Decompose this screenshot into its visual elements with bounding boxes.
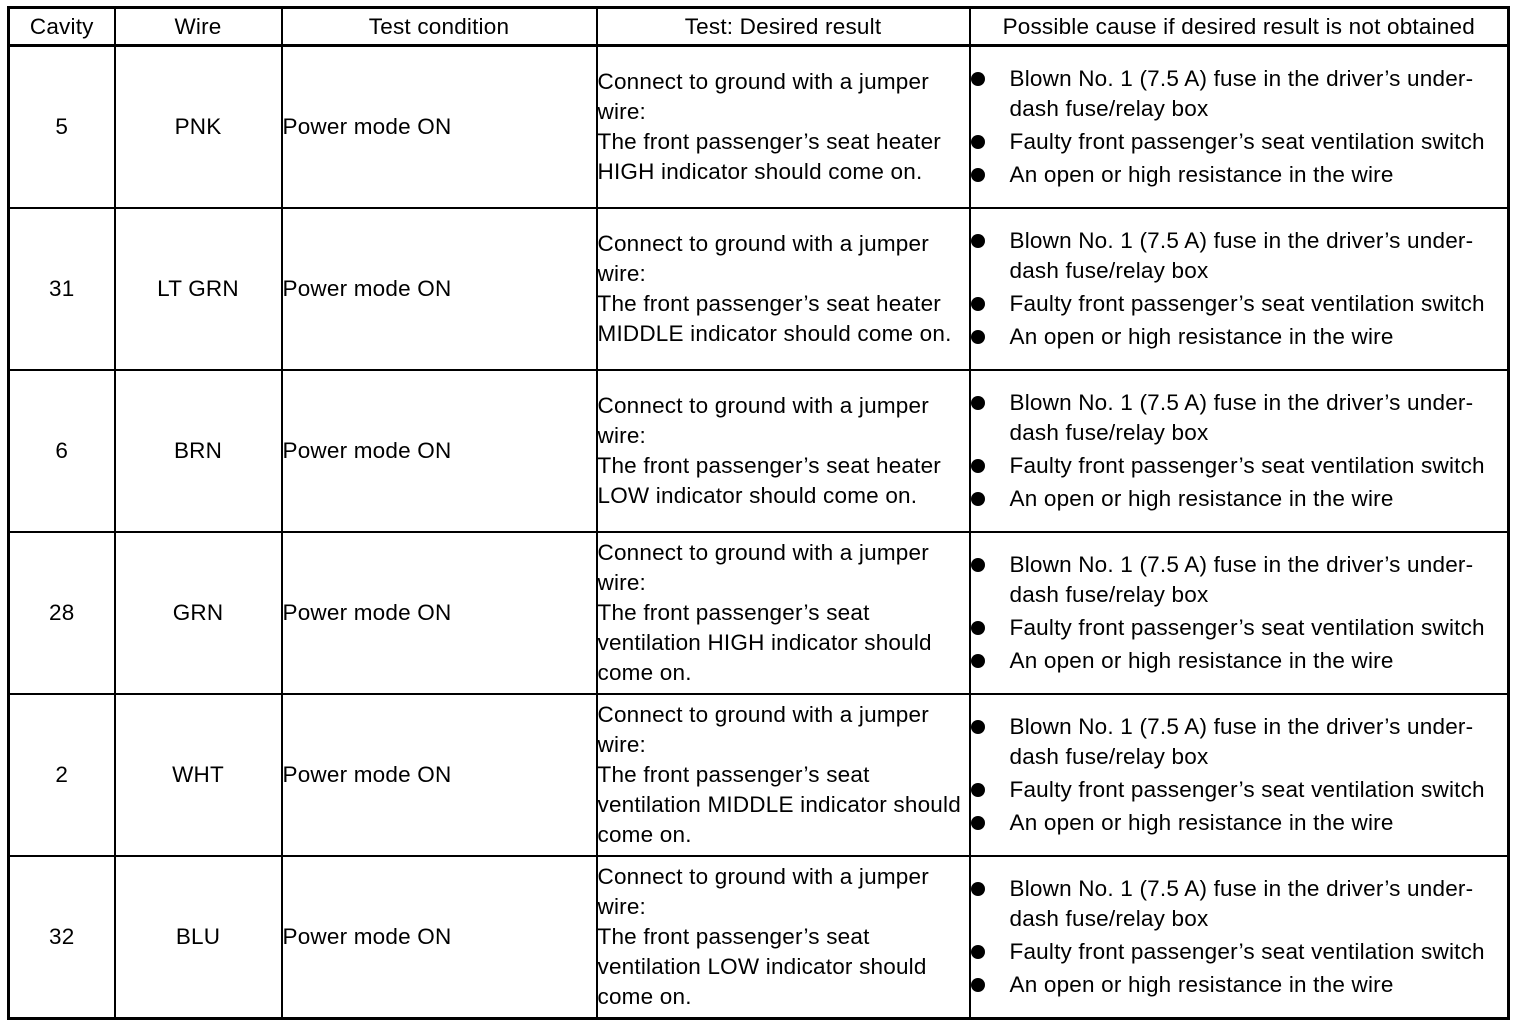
- test-condition-cell: Power mode ON: [282, 208, 597, 370]
- cause-item: [971, 322, 1508, 352]
- possible-cause-cell: [970, 370, 1509, 532]
- cavity-cell: 32: [9, 856, 115, 1019]
- cause-item: [971, 451, 1508, 481]
- wire-cell: LT GRN: [115, 208, 282, 370]
- result-expectation: The front passenger’s seat ventilation MIDDLE indicator should come on.: [597, 762, 961, 847]
- table-body: [9, 46, 1509, 1019]
- cause-text: An open or high resistance in the wire: [1009, 972, 1394, 997]
- test-condition-cell: Power mode ON: [282, 532, 597, 694]
- bullet-icon: [971, 297, 985, 311]
- bullet-icon: [971, 168, 985, 182]
- bullet-icon: [971, 978, 985, 992]
- possible-cause-cell: [970, 208, 1509, 370]
- cause-text: An open or high resistance in the wire: [1009, 810, 1394, 835]
- cause-item: [971, 646, 1508, 676]
- wire-cell: BLU: [115, 856, 282, 1019]
- cause-list: [971, 874, 1508, 1000]
- cause-text: An open or high resistance in the wire: [1009, 324, 1394, 349]
- cavity-cell: 5: [9, 46, 115, 209]
- desired-result-cell: [597, 46, 970, 209]
- bullet-icon: [971, 330, 985, 344]
- wire-cell: PNK: [115, 46, 282, 209]
- cause-item: [971, 808, 1508, 838]
- header-cavity: Cavity: [9, 8, 115, 46]
- cause-text: Faulty front passenger’s seat ventilation switch: [1009, 129, 1485, 154]
- header-desired-result: Test: Desired result: [597, 8, 970, 46]
- cause-list: [971, 226, 1508, 352]
- result-expectation: The front passenger’s seat ventilation LOW indicator should come on.: [597, 924, 927, 1009]
- cause-text: Faulty front passenger’s seat ventilation switch: [1009, 291, 1485, 316]
- possible-cause-cell: [970, 856, 1509, 1019]
- possible-cause-cell: [970, 694, 1509, 856]
- bullet-icon: [971, 882, 985, 896]
- result-expectation: The front passenger’s seat heater HIGH indicator should come on.: [597, 129, 941, 184]
- table-row: [9, 856, 1509, 1019]
- cause-item: [971, 226, 1508, 286]
- cause-text: Blown No. 1 (7.5 A) fuse in the driver’s under-dash fuse/relay box: [1009, 66, 1474, 121]
- header-possible-cause: Possible cause if desired result is not obtained: [970, 8, 1509, 46]
- cause-item: [971, 64, 1508, 124]
- bullet-icon: [971, 72, 985, 86]
- desired-result-cell: [597, 208, 970, 370]
- cavity-cell: 2: [9, 694, 115, 856]
- cause-text: Blown No. 1 (7.5 A) fuse in the driver’s under-dash fuse/relay box: [1009, 228, 1474, 283]
- cause-text: Faulty front passenger’s seat ventilation switch: [1009, 453, 1485, 478]
- bullet-icon: [971, 234, 985, 248]
- result-instruction: Connect to ground with a jumper wire:: [597, 540, 929, 595]
- table-row: [9, 532, 1509, 694]
- cause-text: Blown No. 1 (7.5 A) fuse in the driver’s under-dash fuse/relay box: [1009, 552, 1474, 607]
- result-instruction: Connect to ground with a jumper wire:: [597, 393, 929, 448]
- cause-text: Blown No. 1 (7.5 A) fuse in the driver’s under-dash fuse/relay box: [1009, 714, 1474, 769]
- cause-item: [971, 550, 1508, 610]
- table-row: [9, 46, 1509, 209]
- bullet-icon: [971, 459, 985, 473]
- table-row: [9, 694, 1509, 856]
- cause-text: Faulty front passenger’s seat ventilation switch: [1009, 939, 1485, 964]
- result-instruction: Connect to ground with a jumper wire:: [597, 231, 929, 286]
- cavity-cell: 28: [9, 532, 115, 694]
- cause-text: An open or high resistance in the wire: [1009, 486, 1394, 511]
- bullet-icon: [971, 135, 985, 149]
- bullet-icon: [971, 492, 985, 506]
- wire-cell: GRN: [115, 532, 282, 694]
- cause-text: An open or high resistance in the wire: [1009, 162, 1394, 187]
- test-condition-cell: Power mode ON: [282, 694, 597, 856]
- bullet-icon: [971, 816, 985, 830]
- test-condition-cell: Power mode ON: [282, 370, 597, 532]
- table-row: [9, 208, 1509, 370]
- possible-cause-cell: [970, 532, 1509, 694]
- cause-item: [971, 127, 1508, 157]
- bullet-icon: [971, 945, 985, 959]
- cause-item: [971, 775, 1508, 805]
- cavity-cell: 31: [9, 208, 115, 370]
- result-expectation: The front passenger’s seat ventilation HIGH indicator should come on.: [597, 600, 932, 685]
- table-row: [9, 370, 1509, 532]
- result-instruction: Connect to ground with a jumper wire:: [597, 864, 929, 919]
- wire-cell: WHT: [115, 694, 282, 856]
- desired-result-cell: [597, 532, 970, 694]
- cause-item: [971, 874, 1508, 934]
- wire-cell: BRN: [115, 370, 282, 532]
- cavity-cell: 6: [9, 370, 115, 532]
- cause-item: [971, 484, 1508, 514]
- bullet-icon: [971, 720, 985, 734]
- cause-text: Faulty front passenger’s seat ventilation switch: [1009, 615, 1485, 640]
- cause-text: Blown No. 1 (7.5 A) fuse in the driver’s under-dash fuse/relay box: [1009, 876, 1474, 931]
- bullet-icon: [971, 396, 985, 410]
- cause-item: [971, 712, 1508, 772]
- bullet-icon: [971, 558, 985, 572]
- result-expectation: The front passenger’s seat heater MIDDLE indicator should come on.: [597, 291, 952, 346]
- cause-item: [971, 289, 1508, 319]
- bullet-icon: [971, 654, 985, 668]
- cause-item: [971, 160, 1508, 190]
- cause-text: An open or high resistance in the wire: [1009, 648, 1394, 673]
- desired-result-cell: [597, 370, 970, 532]
- cause-item: [971, 388, 1508, 448]
- test-condition-cell: Power mode ON: [282, 46, 597, 209]
- cause-list: [971, 64, 1508, 190]
- diagnostic-table: [7, 6, 1510, 1020]
- header-row: [9, 8, 1509, 46]
- result-instruction: Connect to ground with a jumper wire:: [597, 702, 929, 757]
- cause-text: Faulty front passenger’s seat ventilation switch: [1009, 777, 1485, 802]
- result-instruction: Connect to ground with a jumper wire:: [597, 69, 929, 124]
- cause-item: [971, 970, 1508, 1000]
- cause-list: [971, 388, 1508, 514]
- test-condition-cell: Power mode ON: [282, 856, 597, 1019]
- cause-item: [971, 937, 1508, 967]
- bullet-icon: [971, 621, 985, 635]
- header-wire: Wire: [115, 8, 282, 46]
- desired-result-cell: [597, 694, 970, 856]
- desired-result-cell: [597, 856, 970, 1019]
- bullet-icon: [971, 783, 985, 797]
- cause-list: [971, 550, 1508, 676]
- header-test-condition: Test condition: [282, 8, 597, 46]
- cause-list: [971, 712, 1508, 838]
- cause-item: [971, 613, 1508, 643]
- cause-text: Blown No. 1 (7.5 A) fuse in the driver’s under-dash fuse/relay box: [1009, 390, 1474, 445]
- result-expectation: The front passenger’s seat heater LOW indicator should come on.: [597, 453, 941, 508]
- possible-cause-cell: [970, 46, 1509, 209]
